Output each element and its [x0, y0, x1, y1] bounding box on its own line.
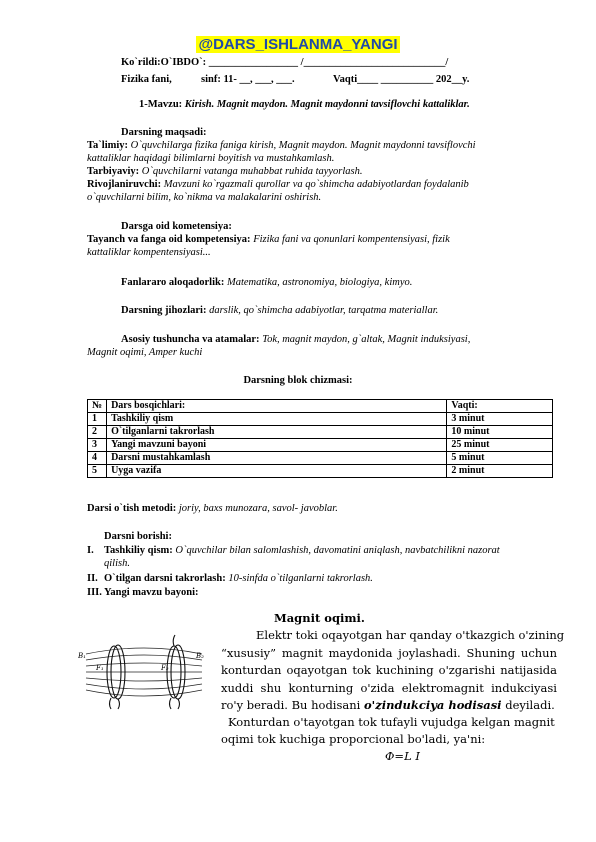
process-item-2 — [104, 572, 373, 585]
goal-talim — [87, 139, 476, 152]
watermark-text: @DARS_ISHLANMA_YANGI — [198, 36, 398, 53]
goal-tarbiya — [87, 165, 363, 178]
table-row — [88, 465, 553, 478]
flux-formula: Φ=L I — [385, 749, 420, 763]
lecture-p1-line5 — [221, 697, 555, 715]
topic-line — [139, 98, 470, 111]
talim-label: Ta`limiy: — [87, 140, 129, 151]
process-item-label: Yangi mavzu bayoni: — [104, 587, 199, 598]
table-header-row — [88, 400, 553, 413]
lesson-plan-table — [87, 399, 553, 478]
process-heading: Darsni borishi: — [104, 531, 172, 542]
topic-label: 1-Mavzu: — [139, 99, 183, 110]
concepts-text: Tok, magnit maydon, g`altak, Magnit induksiyasi, — [262, 334, 471, 345]
interdisciplinary-line — [121, 276, 412, 289]
talim-text: O`quvchilarga fizika faniga kirish, Magnit maydon. Magnit maydonni tavsiflovchi — [130, 140, 476, 151]
competence-text: Fizika fani va qonunlari kompentensiyasi, fizik — [253, 234, 450, 245]
row-num: 5 — [88, 465, 107, 478]
header-num: № — [88, 400, 107, 413]
lecture-p1-line5-pre: ro'y beradi. Bu hodisani — [221, 698, 364, 712]
row-time: 2 minut — [447, 465, 553, 478]
rivoj-label: Rivojlaniruvchi: — [87, 179, 162, 190]
competence-label: Tayanch va fanga oid kompetensiya: — [87, 234, 251, 245]
interdisciplinary-label: Fanlararo aloqadorlik: — [121, 277, 225, 288]
concepts-label: Asosiy tushuncha va atamalar: — [121, 334, 260, 345]
row-stage: Uyga vazifa — [107, 465, 447, 478]
figure-label-b2: B₂ — [196, 652, 204, 660]
row-time: 10 minut — [447, 426, 553, 439]
row-stage: Darsni mustahkamlash — [107, 452, 447, 465]
process-num-1: I. — [87, 545, 94, 556]
coil-left — [107, 645, 125, 709]
lecture-p2-line2: oqimi tok kuchiga proporcional bo'ladi, ya'ni: — [221, 732, 486, 746]
table-row — [88, 439, 553, 452]
equipment-text: darslik, qo`shimcha adabiyotlar, tarqatma materiallar. — [209, 305, 439, 316]
figure-label-f2: F₂ — [161, 664, 169, 672]
talim-text-cont: kattaliklar haqidagi bilimlarni boyitish va mustahkamlash. — [87, 153, 335, 164]
table-row — [88, 452, 553, 465]
lecture-p1-line3: konturdan oqayotgan tok kuchining o'zgarishi natijasida — [221, 663, 557, 677]
lecture-p1-line4: xuddi shu konturning o'zida elektromagnit indukciyasi — [221, 681, 557, 695]
row-time: 3 minut — [447, 413, 553, 426]
lecture-p1-line2: “xususiy” magnit maydonida joylashadi. Shuning uchun — [221, 646, 557, 660]
figure-label-b1: B₁ — [78, 652, 86, 660]
row-stage: Tashkiliy qism — [107, 413, 447, 426]
topic-text: Kirish. Magnit maydon. Magnit maydonni tavsiflovchi kattaliklar. — [184, 99, 470, 110]
row-num: 1 — [88, 413, 107, 426]
tarbiya-label: Tarbiyaviy: — [87, 166, 140, 177]
equipment-label: Darsning jihozlari: — [121, 305, 207, 316]
rivoj-text-cont: o`quvchilarni bilim, ko`nikma va malakalarini oshirish. — [87, 192, 322, 203]
row-num: 2 — [88, 426, 107, 439]
goal-rivoj — [87, 178, 469, 191]
date-line: Vaqti____ __________ 202__y. — [333, 74, 470, 85]
figure-label-f1: F₁ — [96, 664, 104, 672]
lecture-p2-line1: Konturdan o'tayotgan tok tufayli vujudga kelgan magnit — [228, 715, 555, 729]
process-item-text: 10-sinfda o`tilganlarni takrorlash. — [228, 573, 373, 584]
method-text: joriy, baxs munozara, savol- javoblar. — [178, 503, 338, 514]
method-label: Darsi o`tish metodi: — [87, 503, 177, 514]
process-item-label: Tashkiliy qism: — [104, 545, 173, 556]
concepts-line — [121, 333, 470, 346]
equipment-line — [121, 304, 438, 317]
class-line: sinf: 11- __, ___, ___. — [201, 74, 295, 85]
row-stage: O`tilganlarni takrorlash — [107, 426, 447, 439]
interdisciplinary-text: Matematika, astronomiya, biologiya, kimyo. — [226, 277, 413, 288]
competence-line — [87, 233, 450, 246]
row-time: 25 minut — [447, 439, 553, 452]
table-row — [88, 426, 553, 439]
row-stage: Yangi mavzuni bayoni — [107, 439, 447, 452]
concepts-text-cont: Magnit oqimi, Amper kuchi — [87, 347, 203, 358]
process-item-1 — [104, 544, 500, 557]
method-line — [87, 502, 338, 515]
process-item-3 — [104, 586, 199, 599]
coils-field-figure — [78, 634, 210, 710]
header-time: Vaqti: — [447, 400, 553, 413]
row-num: 3 — [88, 439, 107, 452]
approval-line: Ko`rildi:O`IBDO`: _________________ /___________________________/ — [121, 57, 449, 68]
tarbiya-text: O`quvchilarni vatanga muhabbat ruhida tayyorlash. — [141, 166, 363, 177]
lecture-p1-line5-post: deyiladi. — [501, 698, 555, 712]
row-time: 5 minut — [447, 452, 553, 465]
competence-text-cont: kattaliklar kompentensiyasi... — [87, 247, 211, 258]
process-item-text-cont: qilish. — [104, 558, 130, 569]
competence-heading: Darsga oid kometensiya: — [121, 221, 232, 232]
header-stage: Dars bosqichlari: — [107, 400, 447, 413]
row-num: 4 — [88, 452, 107, 465]
rivoj-text: Mavzuni ko`rgazmali qurollar va qo`shimcha adabiyotlardan foydalanib — [163, 179, 469, 190]
header-watermark — [0, 36, 596, 54]
goal-heading: Darsning maqsadi: — [121, 127, 207, 138]
process-item-label: O`tilgan darsni takrorlash: — [104, 573, 226, 584]
process-num-3: III. — [87, 587, 102, 598]
table-row — [88, 413, 553, 426]
process-item-text: O`quvchilar bilan salomlashish, davomatini aniqlash, navbatchilikni nazorat — [175, 545, 500, 556]
process-num-2: II. — [87, 573, 98, 584]
self-induction-term: o'zindukciya hodisasi — [364, 698, 502, 712]
lecture-title: Magnit oqimi. — [274, 611, 365, 625]
subject-label: Fizika fani, — [121, 74, 172, 85]
block-title: Darsning blok chizmasi: — [243, 375, 353, 386]
lecture-p1-line1: Elektr toki oqayotgan har qanday o'tkazgich o'zining — [256, 628, 565, 642]
